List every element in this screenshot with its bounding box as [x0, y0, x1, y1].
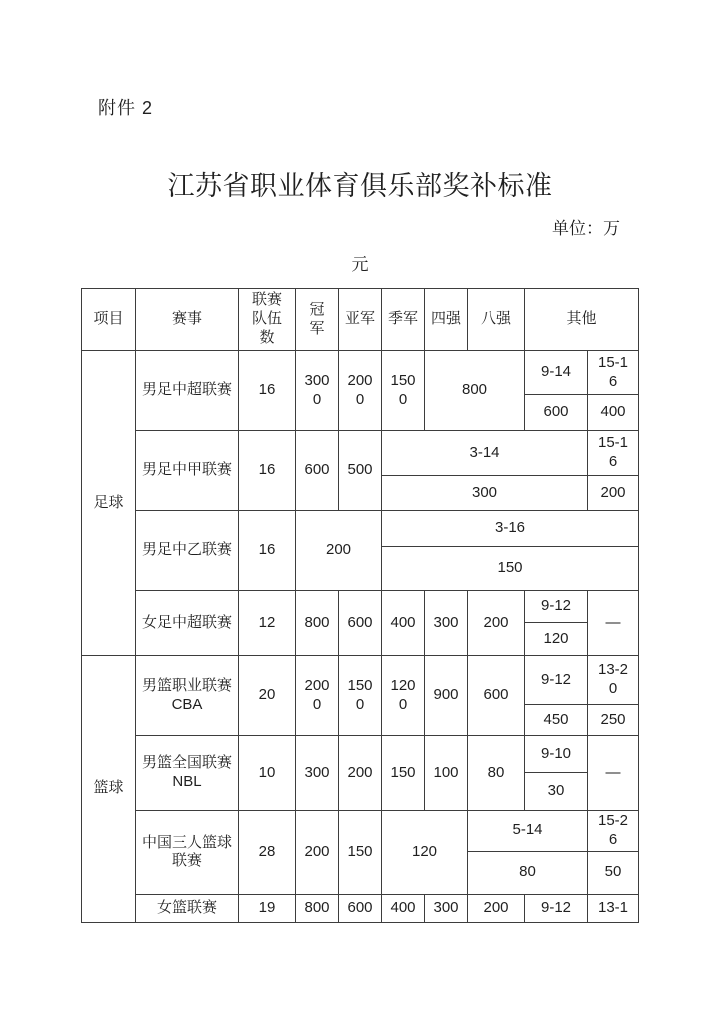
cell-cba-teams: 20 [239, 656, 296, 736]
subsidy-table [81, 288, 639, 923]
col-header-teams [239, 289, 296, 351]
cell-jia-teams: 16 [239, 431, 296, 511]
col-header-runner-up: 亚军 [339, 289, 382, 351]
cell-wbl-other-a: 9-12 [525, 894, 588, 922]
cell-yi-teams: 16 [239, 511, 296, 591]
cell-yi-champ-runner: 200 [296, 511, 382, 591]
cell-nbl-champion: 300 [296, 736, 339, 811]
cell-wcsl-other-a-rank: 9-12 [525, 591, 588, 623]
row-three-top [82, 811, 639, 852]
cell-wbl-champion: 800 [296, 894, 339, 922]
cell-csl-third: 1500 [382, 351, 425, 431]
col-header-project: 项目 [82, 289, 136, 351]
cell-csl-other-a-value: 600 [525, 395, 588, 431]
cell-wbl-top4: 300 [425, 894, 468, 922]
cell-wbl-top8: 200 [468, 894, 525, 922]
cell-nbl-third: 150 [382, 736, 425, 811]
cell-cba-champion: 2000 [296, 656, 339, 736]
cell-jia-champion: 600 [296, 431, 339, 511]
cell-csl-teams: 16 [239, 351, 296, 431]
cell-wbl-name: 女篮联赛 [136, 894, 239, 922]
cell-cba-runner-up: 1500 [339, 656, 382, 736]
row-cba-top [82, 656, 639, 705]
cell-csl-top4-top8: 800 [425, 351, 525, 431]
cell-csl-name: 男足中超联赛 [136, 351, 239, 431]
cell-three-teams: 28 [239, 811, 296, 895]
cell-cba-name: 男篮职业联赛CBA [136, 656, 239, 736]
document-title: 江苏省职业体育俱乐部奖补标准 [167, 171, 553, 201]
row-wcsl-top [82, 591, 639, 623]
row-yi-top [82, 511, 639, 547]
cell-wcsl-runner-up: 600 [339, 591, 382, 656]
cell-cba-other-b-rank: 13-20 [588, 656, 639, 705]
group-football: 足球 [82, 351, 136, 656]
cell-three-champion: 200 [296, 811, 339, 895]
cell-csl-champion: 3000 [296, 351, 339, 431]
cell-jia-name: 男足中甲联赛 [136, 431, 239, 511]
cell-jia-runner-up: 500 [339, 431, 382, 511]
cell-nbl-other-a-rank: 9-10 [525, 736, 588, 773]
cell-csl-other-b-rank: 15-16 [588, 351, 639, 395]
cell-three-runner-up: 150 [339, 811, 382, 895]
col-header-champion [296, 289, 339, 351]
col-header-third: 季军 [382, 289, 425, 351]
cell-wcsl-top4: 300 [425, 591, 468, 656]
cell-cba-third: 1200 [382, 656, 425, 736]
row-jia-top [82, 431, 639, 476]
cell-jia-mid-value: 300 [382, 476, 588, 511]
cell-cba-top4: 900 [425, 656, 468, 736]
cell-nbl-top4: 100 [425, 736, 468, 811]
col-header-teams-text: 联赛队伍数 [251, 291, 282, 346]
cell-wcsl-name: 女足中超联赛 [136, 591, 239, 656]
cell-csl-other-a-rank: 9-14 [525, 351, 588, 395]
row-csl-top [82, 351, 639, 395]
cell-nbl-teams: 10 [239, 736, 296, 811]
row-wbl [82, 894, 639, 922]
cell-wcsl-other-a-value: 120 [525, 623, 588, 656]
cell-jia-other-b-value: 200 [588, 476, 639, 511]
attachment-label: 附件 2 [98, 98, 154, 118]
cell-yi-rest-value: 150 [382, 547, 639, 591]
cell-csl-other-b-value: 400 [588, 395, 639, 431]
cell-jia-other-b-rank: 15-16 [588, 431, 639, 476]
cell-nbl-top8: 80 [468, 736, 525, 811]
cell-wcsl-top8: 200 [468, 591, 525, 656]
cell-wbl-third: 400 [382, 894, 425, 922]
cell-wbl-other-b: 13-1 [588, 894, 639, 922]
cell-yi-rest-rank: 3-16 [382, 511, 639, 547]
cell-three-mid-value: 80 [468, 851, 588, 894]
cell-wbl-runner-up: 600 [339, 894, 382, 922]
cell-jia-mid-rank: 3-14 [382, 431, 588, 476]
cell-three-other-b-value: 50 [588, 851, 639, 894]
cell-wcsl-champion: 800 [296, 591, 339, 656]
header-row [82, 289, 639, 351]
cell-three-mid-rank: 5-14 [468, 811, 588, 852]
unit-note-line1: 单位：万 [552, 219, 620, 238]
cell-wbl-teams: 19 [239, 894, 296, 922]
cell-cba-top8: 600 [468, 656, 525, 736]
cell-nbl-name: 男篮全国联赛NBL [136, 736, 239, 811]
cell-wcsl-teams: 12 [239, 591, 296, 656]
col-header-event: 赛事 [136, 289, 239, 351]
group-basketball: 篮球 [82, 656, 136, 923]
col-header-top4: 四强 [425, 289, 468, 351]
unit-note-line2: 元 [351, 255, 369, 274]
cell-three-other-b-rank: 15-26 [588, 811, 639, 852]
cell-three-name: 中国三人篮球联赛 [136, 811, 239, 895]
cell-wcsl-other-b: — [588, 591, 639, 656]
cell-cba-other-a-rank: 9-12 [525, 656, 588, 705]
col-header-top8: 八强 [468, 289, 525, 351]
cell-cba-other-b-value: 250 [588, 705, 639, 736]
cell-wcsl-third: 400 [382, 591, 425, 656]
cell-nbl-runner-up: 200 [339, 736, 382, 811]
cell-yi-name: 男足中乙联赛 [136, 511, 239, 591]
col-header-champion-text: 冠军 [309, 300, 325, 337]
cell-three-third-top4: 120 [382, 811, 468, 895]
row-nbl-top [82, 736, 639, 773]
cell-nbl-other-b: — [588, 736, 639, 811]
cell-csl-runner-up: 2000 [339, 351, 382, 431]
cell-cba-other-a-value: 450 [525, 705, 588, 736]
col-header-other: 其他 [525, 289, 639, 351]
cell-nbl-other-a-value: 30 [525, 773, 588, 811]
